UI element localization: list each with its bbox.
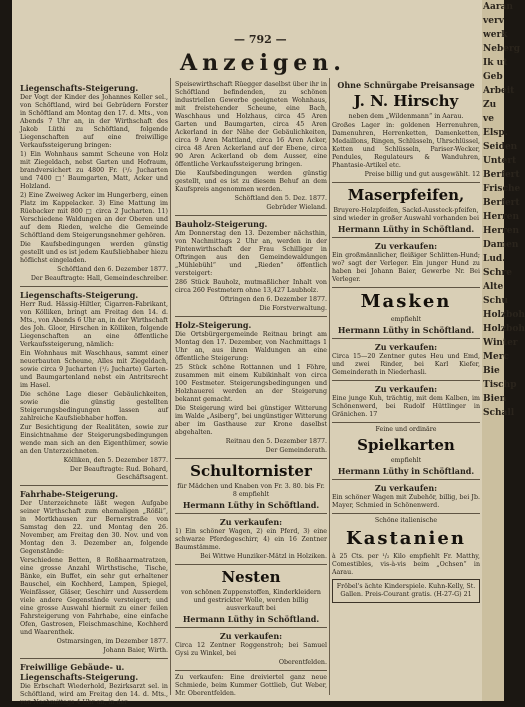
- notice-paragraph: Ein großmännlicher, fleißiger Schlitten-Hund; wo? sagt der Verleger. Ein junger Hund zu haben bei Johann Baier, Gewerbe Nr. Bei Verleger.: [332, 252, 480, 283]
- strip-fragment: verv: [483, 16, 504, 26]
- ad-headline: J. N. Hirschy: [353, 92, 459, 110]
- strip-fragment: Merc: [483, 352, 509, 362]
- strip-fragment: Damen: [483, 240, 519, 250]
- notice-paragraph: Die Ortsbürgergemeinde Reitnau bringt am Montag den 17. Dezember, von Nachmittags 1 Uhr an, aus ihren Waldungen an eine öffentliche Steigerung:: [175, 331, 327, 362]
- strip-fragment: werk: [483, 30, 508, 40]
- notice-paragraph: Speisewirthschaft Rüegger daselbst über ihr in Schöftland befindenden, zu schönen industriellen Gewerbe geeigneten Wohnhaus, mit freistehender Scheune, eine Bach, Waschhaus und Holzhaus, circa 45 Aren Garten und Baumgarten, circa 45 Aren Ackerland in der Nähe der Gebäulichkeiten, circa 9 Aren Mattland, circa 16 Aren Acker, circa 48 Aren Ackerland auf der Ebene, circa 90 Aren Ackerland ob dem Ausser, eine öffentliche Verkaufssteigerung bringen.: [175, 81, 327, 168]
- notice-paragraph: Zu verkaufen: Eine dreiviertel ganz neue Schmiede, beim Kummer Gottlieb, Gut Weber, Mr. Oberentfelden.: [175, 674, 327, 697]
- strip-fragment: Winter: [483, 338, 518, 348]
- separator-rule: [175, 564, 327, 565]
- separator-rule: [332, 513, 480, 514]
- ad-text: neben dem „Wildenmann“ in Aarau.: [348, 113, 464, 120]
- separator-rule: [175, 215, 327, 216]
- notice-paragraph: Ein Wohnhaus mit Waschhaus, sammt einer neuerbauten Scheune, Alles mit Ziegeldach, sowie circa 9 Jucharten (¹/₂ Jucharte) Garten- und Baumgartenland nebst ein Antritsrecht im Hasel.: [20, 350, 168, 389]
- column-rule: [170, 78, 171, 695]
- strip-fragment: Untert: [483, 156, 517, 166]
- strip-fragment: Neberg: [483, 44, 521, 54]
- ad-text: Schöne italienische: [374, 517, 438, 524]
- notice-paragraph: Verschiedene Betten, 8 Roßhaarmatratzen, eine grosse Anzahl Wirthstische, Tische, Bänke, ein Buffet, ein sehr gut erhaltener Bauschel, ein Kochherd, Lampen, Spiegel, Weinfässer, Gläser, Geschirr und Ausserdem viele andere Gegenstände versteigert; und eine grosse Auswahl hiermit zu einer feilen Fahrsteigerung von Fahrhabe, eine einfache Ofen, Gastrosen, Fleischmaschine, Kochherd und Waarenthek.: [20, 557, 168, 636]
- notice-signature: Oftringen den 6. Dezember 1877.: [219, 296, 327, 303]
- strip-fragment: Schre: [483, 268, 512, 278]
- ad-text: empfiehlt: [390, 316, 422, 323]
- strip-fragment: Schu: [483, 296, 509, 306]
- ad-subline: Hermann Lüthy in Schöftland.: [337, 466, 475, 476]
- strip-fragment: Zu: [483, 100, 497, 110]
- notice-signature: Gebrüder Wieland.: [266, 204, 327, 211]
- column-rule: [329, 78, 330, 695]
- ad-headline: Nesten: [221, 568, 281, 586]
- ad-headline: Masken: [360, 291, 452, 312]
- notice-signature: Die Forstverwaltung.: [259, 305, 327, 312]
- ad-subline: Hermann Lüthy in Schöftland.: [182, 500, 320, 510]
- ad-subline: Hermann Lüthy in Schöftland.: [337, 325, 475, 335]
- strip-fragment: Aaran: [483, 2, 513, 12]
- strip-fragment: Herren: [483, 226, 519, 236]
- notice-paragraph: Circa 15—20 Zentner gutes Heu und Emd, und zwei Rinder, bei Karl Kiefer, Gemeinderath in Niederhasli.: [332, 353, 480, 376]
- ad-subline: Zu verkaufen:: [374, 241, 438, 251]
- ad-subline: Zu verkaufen:: [374, 384, 438, 394]
- ad-subline: Zu verkaufen:: [374, 342, 438, 352]
- ad-text: für Mädchen und Knaben von Fr. 3. 80. bis Fr. 8 empfiehlt: [177, 483, 325, 498]
- notice-signature: Oberentfelden.: [278, 659, 327, 666]
- ad-text: Feine und ordinäre: [375, 426, 437, 433]
- strip-fragment: Holzboh: [483, 310, 525, 320]
- separator-rule: [175, 458, 327, 459]
- notice-paragraph: Herr Rud. Hässig-Hiltler, Cigarren-Fabrikant, von Kölliken, bringt am Freitag den 14. d. Mts., von Abends 6 Uhr an, in der Wirthschaft des Joh. Gloor, Hirschen in Kölliken, folgende Liegenschaften an eine öffentliche Verkaufssteigerung, nämlich:: [20, 301, 168, 348]
- strip-fragment: Holzboh: [483, 324, 525, 334]
- notice-signature: Bei Wittwe Hunziker-Mätzl in Holziken.: [200, 553, 327, 560]
- ad-text: von schönen Zuppenstoffen, Kinderkleidern und gestrickter Wolle, werden billig ausverkauft bei: [181, 589, 321, 612]
- notice-paragraph: à 25 Cts. per ¹/₂ Kilo empfiehlt Fr. Matthy, Comestibles, vis-à-vis beim „Ochsen“ in Aarau.: [332, 553, 480, 576]
- strip-fragment: Seiden: [483, 142, 518, 152]
- notice-signature: Reitnau den 5. Dezember 1877.: [225, 438, 327, 445]
- strip-fragment: Elsp.: [483, 128, 508, 138]
- strip-fragment: Berfert: [483, 170, 520, 180]
- ad-box: Fröbel's ächte Kinderspiele. Kuhn-Kelly, St. Gallen. Preis-Courant gratis. (H-27-G) 21: [332, 579, 480, 603]
- notice-paragraph: Ein schöner Wagen mit Zubehör, billig, bei Jb. Mayer, Schmied in Schönenwerd.: [332, 494, 480, 509]
- strip-fragment: Bie: [483, 366, 500, 376]
- strip-fragment: Bien: [483, 394, 507, 404]
- notice-signature: Der Beauftragte: Rud. Bohard, Geschäftsagent.: [69, 466, 168, 481]
- notice-paragraph: Die schöne Lage dieser Gebäulichkeiten, sowie die günstig gestellten Steigerungsbedingungen lassen auf zahlreiche Kaufsliebhaber hoffen.: [20, 391, 168, 422]
- separator-rule: [332, 479, 480, 480]
- notice-paragraph: Die Erbschaft Wiederhold, Bezirksarzt sel. in Schöftland, wird am Freitag den 14. d. Mts., von Nachmittags 4 Uhr an, in der: [20, 683, 168, 706]
- column-2: [175, 80, 327, 695]
- notice-paragraph: 1) Ein Wohnhaus sammt Scheune von Holz mit Ziegeldach, nebst Garten und Hofraum, brandversichert zu 4800 Fr. (¹/₂ Jucharten und 7400 □' Baumgarten, Matt, Acker und Holzland.: [20, 151, 168, 190]
- notice-paragraph: Großes Lager in: goldenen Herrenuhren, Damenuhren, Herrenketten, Damenketten, Medaillons, Ringen, Schlüsseln, Uhrschlüssel, Ketten und Schlüsseln, Pariser-Wecker, Pendules, Regulateurs & Wanduhren, Phantasie-Artikel etc.: [332, 122, 480, 169]
- page-heading: Anzeigen.: [180, 50, 346, 76]
- column-1: [20, 80, 168, 706]
- ad-text: empfiehlt: [390, 457, 422, 464]
- notice-paragraph: Die Kaufsbedingungen werden günstig gestellt, und es ist zu diesem Behuf an dem Kaufspreis angenommen werden.: [175, 170, 327, 193]
- ad-headline: Schultornister: [190, 462, 312, 480]
- notice-paragraph: 25 Stück schöne Rottannen und 1 Föhre, zusammen mit einem Kubikinhalt von circa 100 Festmeter. Steigerungsbedingungen und Holzhauerei werden an der Steigerung bekannt gemacht.: [175, 364, 327, 403]
- ad-headline: Spielkarten: [357, 436, 455, 454]
- separator-rule: [332, 237, 480, 238]
- notice-heading: Holz-Steigerung.: [175, 320, 252, 330]
- separator-rule: [20, 658, 168, 659]
- separator-rule: [332, 422, 480, 423]
- ad-subline: Hermann Lüthy in Schöftland.: [337, 224, 475, 234]
- notice-paragraph: Der Vogt der Kinder des Johannes Keller sel., von Schöftland, wird bei Gebrüdern Forster in Schöftland am Montag den 17. d. Mts., von Abends 7 Uhr an, in der Wirthschaft des Jakob Lüthi zu Schöftland, folgende Liegenschaften auf eine freiwillige Verkaufssteigerung bringen:: [20, 94, 168, 149]
- notice-heading: Liegenschafts-Steigerung.: [20, 83, 139, 93]
- column-3: [332, 80, 480, 695]
- notice-paragraph: Der Unterzeichnete läßt wegen Aufgabe seiner Wirthschaft zum ehemaligen „Rößli“, in Mortkhausen zur Bernerstraße von Samstag den 22. und Montag den 26. November, am Freitag den 30. Nov. und von Montag den 3. Dezember an, folgende Gegenstände:: [20, 500, 168, 555]
- notice-heading: Liegenschafts-Steigerung.: [20, 290, 139, 300]
- strip-fragment: Alte: [483, 282, 504, 292]
- ad-subline: Zu verkaufen:: [219, 517, 283, 527]
- page-number: — 792 —: [234, 33, 287, 46]
- ad-subline: Ohne Schnürgabe Preisansage: [337, 80, 475, 90]
- ad-headline: Kastanien: [346, 528, 466, 549]
- notice-signature: Schöftland den 6. Dezember 1877.: [57, 266, 168, 273]
- separator-rule: [20, 485, 168, 486]
- strip-fragment: Arbeit: [483, 86, 515, 96]
- ad-text: Bruyere-Holzpfeifen, Sackd-Aussteck-pfeifen, sind wieder in großer Auswahl vorhanden bei: [333, 207, 479, 222]
- separator-rule: [175, 513, 327, 514]
- separator-rule: [20, 286, 168, 287]
- notice-paragraph: Am Donnerstag den 13. Dezember nächsthin, von Nachmittags 2 Uhr an, werden in der Pintenwirthschaft der Frau Schilliger in Oftringen aus den Gemeindewaldungen „Mühlebühl“ und „Rieden“ öffentlich versteigert:: [175, 230, 327, 277]
- notice-paragraph: 1) Ein schöner Wagen, 2) ein Pferd, 3) eine schwarze Pferdegeschirr, 4) ein 16 Zentner Baumstämme.: [175, 528, 327, 551]
- separator-rule: [332, 380, 480, 381]
- notice-signature: Kölliken, den 5. Dezember 1877.: [63, 457, 168, 464]
- ad-headline: Maserpfeifen,: [347, 186, 465, 204]
- separator-rule: [332, 287, 480, 288]
- notice-paragraph: 286 Stück Bauholz, mutmaßlicher Inhalt von circa 260 Festmetern ohne 13,427 Laubholz.: [175, 279, 327, 294]
- next-page-strip: [482, 0, 525, 701]
- notice-paragraph: Zur Besichtigung der Realitäten, sowie zur Einsichtnahme der Steigerungsbedingungen wende man sich an den Eigenthümer, sowie an den Unterzeichneten.: [20, 424, 168, 455]
- notice-paragraph: Eine junge Kuh, trächtig, mit dem Kalben, im Schönenwerd, bei Rudolf Hüttlinger in Gränichen. 17: [332, 395, 480, 418]
- notice-paragraph: 2) Eine Zweiweg Acker im Hungerberg, einen Platz im Kappelacker. 3) Eine Mattung im Rüebacker mit 800 □ circa 2 Jucharten. 11) Verschiedene Waldungen an der Oberen und auf dem Rieden, welche die Gemeinde Schöftland dem Steigerungsnehmer gehören.: [20, 192, 168, 239]
- separator-rule: [175, 670, 327, 671]
- notice-signature: Der Gemeinderath.: [265, 447, 327, 454]
- separator-rule: [175, 316, 327, 317]
- notice-signature: Der Beauftragte: Hall, Gemeindeschreiber.: [30, 275, 168, 282]
- separator-rule: [175, 627, 327, 628]
- ad-subline: Zu verkaufen:: [219, 631, 283, 641]
- strip-fragment: Schall: [483, 408, 515, 418]
- strip-fragment: Geb: [483, 72, 503, 82]
- notice-heading: Bauholz-Steigerung.: [175, 219, 268, 229]
- ad-subline: Hermann Lüthy in Schöftland.: [182, 614, 320, 624]
- notice-signature: Johann Baier, Wirth.: [103, 647, 168, 654]
- notice-signature: Ostmarsingen, im Dezember 1877.: [56, 638, 168, 645]
- notice-paragraph: Circa 12 Zentner Roggenstroh; bei Samuel Gysi zu Winkel, bei: [175, 642, 327, 657]
- strip-fragment: Ik ut: [483, 58, 508, 68]
- notice-signature: Preise billig und gut ausgewählt. 12: [364, 171, 480, 178]
- notice-heading: Fahrhabe-Steigerung.: [20, 489, 118, 499]
- notice-signature: Schöftland den 5. Dez. 1877.: [234, 195, 327, 202]
- newspaper-page: [12, 0, 482, 706]
- strip-fragment: Frische: [483, 184, 521, 194]
- notice-paragraph: Die Steigerung wird bei günstiger Witterung im Walde „Asiberg“, bei ungünstiger Witterung aber im Gasthause zur Krone daselbst abgehalten.: [175, 405, 327, 436]
- strip-fragment: Herren: [483, 212, 519, 222]
- strip-fragment: Berfert: [483, 198, 520, 208]
- separator-rule: [332, 182, 480, 183]
- strip-fragment: ve: [483, 114, 494, 124]
- ad-subline: Zu verkaufen:: [374, 483, 438, 493]
- separator-rule: [332, 338, 480, 339]
- notice-paragraph: Die Kaufsbedingungen werden günstig gestellt und es ist jedem Kaufsliebhaber hiezu höflichst eingeladen.: [20, 241, 168, 264]
- strip-fragment: Lud.: [483, 254, 506, 264]
- strip-fragment: Tischp: [483, 380, 517, 390]
- notice-heading: Freiwillige Gebäude- u. Liegenschafts-Steigerung.: [20, 662, 139, 682]
